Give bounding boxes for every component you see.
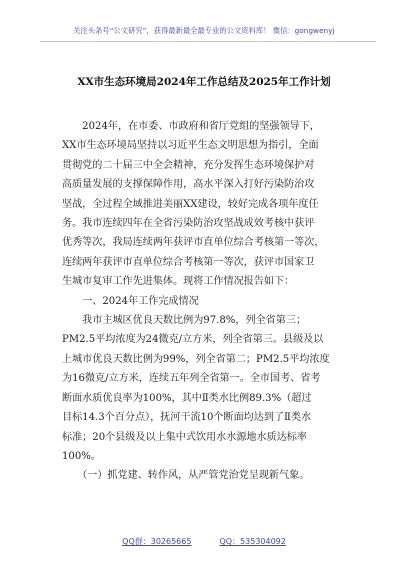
text-line: 生城市复审工作先进集体。现将工作情况报告如下： — [62, 276, 295, 288]
text-line: 断面水质优良率为100%，其中Ⅱ类水比例89.3%（超过 — [62, 392, 312, 404]
document-title: XX市生态环境局2024年工作总结及2025年工作计划 — [77, 76, 331, 88]
intro-paragraph — [62, 117, 356, 292]
text-line: 贯彻党的二十届三中全会精神，充分发挥生态环境保护对 — [62, 159, 315, 171]
qq-group-link[interactable]: QQ群：30265665 — [122, 537, 192, 546]
header-divider — [40, 41, 376, 42]
footer-contact — [0, 536, 408, 547]
text-line: 高质量发展的支撑保障作用，高水平深入打好污染防治攻 — [62, 179, 315, 191]
section-heading: 一、2024年工作完成情况 — [62, 295, 199, 307]
text-line: 100%。 — [62, 450, 101, 462]
promo-banner: 关注头条号“公文研究”，获得最新最全最专业的公文资料库！ 微信：gongwenyj — [73, 26, 335, 35]
text-line: 我市主城区优良天数比例为97.8%，列全省第三； — [62, 315, 307, 327]
text-line: 2024年，在市委、市政府和省厅党组的坚强领导下， — [62, 121, 320, 132]
text-line: 优秀等次，我局连续两年获评市直单位综合考核第一等次， — [62, 237, 325, 249]
text-line: 上城市优良天数比例为99%，列全省第二；PM2.5平均浓度 — [62, 353, 330, 365]
text-line: 务。我市连续四年在全省污染防治攻坚战成效考核中获评 — [62, 218, 315, 230]
document-body — [62, 117, 356, 486]
text-line: 为16微克/立方米，连续五年列全省第一。全市国考、省考 — [62, 373, 321, 385]
text-line: 目标14.3个百分点），抚河干流10个断面均达到了Ⅱ类水 — [62, 412, 312, 424]
section-paragraph — [62, 311, 356, 466]
text-line: 连续两年获评市直单位综合考核第一等次，获评市国家卫 — [62, 256, 315, 268]
text-line: 坚战，全过程全域推进美丽XX建设，较好完成各项年度任 — [62, 198, 319, 210]
text-line: PM2.5平均浓度为24微克/立方米，列全省第三。县级及以 — [62, 334, 324, 346]
qq-contact-link[interactable]: QQ：535304092 — [219, 537, 286, 546]
text-line: XX市生态环境局坚持以习近平生态文明思想为指引，全面 — [62, 140, 319, 152]
text-line: 标准；20个县级及以上集中式饮用水水源地水质达标率 — [62, 431, 307, 443]
subsection-heading: （一）抓党建、转作风，从严管党治党呈现新气象。 — [62, 470, 310, 482]
